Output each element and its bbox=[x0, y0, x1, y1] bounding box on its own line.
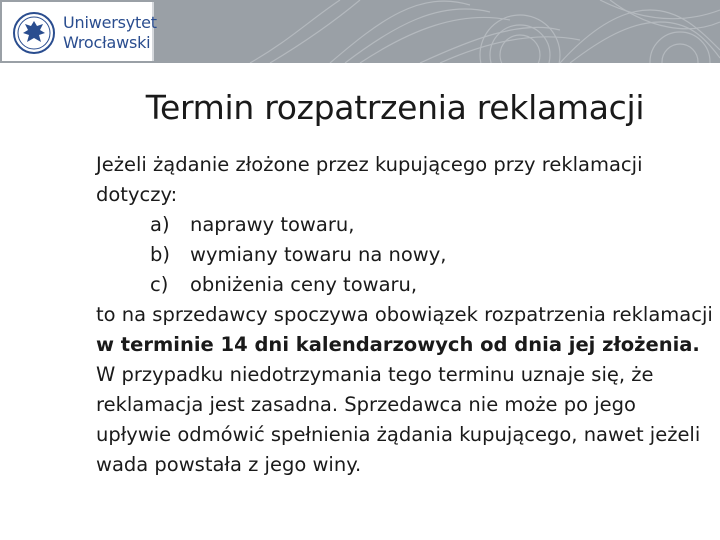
list-marker: b) bbox=[150, 243, 170, 266]
list-item-text: wymiany towaru na nowy, bbox=[190, 243, 447, 266]
deadline-emphasis: w terminie 14 dni kalendarzowych od dnia jej złożenia. bbox=[96, 333, 700, 356]
intro-paragraph: Jeżeli żądanie złożone przez kupującego przy reklamacji dotyczy: bbox=[96, 153, 643, 206]
list-item bbox=[96, 270, 716, 300]
list-item bbox=[96, 210, 716, 240]
slide-title: Termin rozpatrzenia reklamacji bbox=[145, 88, 645, 127]
list-item bbox=[96, 240, 716, 270]
header-band bbox=[0, 0, 720, 63]
university-name-line1: Uniwersytet bbox=[63, 13, 157, 32]
university-logo[interactable] bbox=[2, 2, 157, 61]
list-marker: c) bbox=[150, 273, 169, 296]
list-item-text: naprawy towaru, bbox=[190, 213, 355, 236]
conclusion-paragraph bbox=[96, 300, 716, 480]
conclusion-text-end: W przypadku niedotrzymania tego terminu uznaje się, że reklamacja jest zasadna. Sprzedawca nie może po jego upływie odmówić spełnienia żądania kupującego, nawet jeżeli wada powstała z jego winy. bbox=[96, 363, 701, 476]
list-item-text: obniżenia ceny towaru, bbox=[190, 273, 418, 296]
conditions-list bbox=[96, 210, 716, 300]
conclusion-text-start: to na sprzedawcy spoczywa obowiązek rozpatrzenia reklamacji bbox=[96, 303, 713, 326]
slide-content bbox=[96, 150, 716, 480]
list-marker: a) bbox=[150, 213, 170, 236]
eagle-crest-icon bbox=[12, 11, 56, 55]
university-name bbox=[63, 13, 157, 53]
university-name-line2: Wrocławski bbox=[63, 33, 151, 52]
